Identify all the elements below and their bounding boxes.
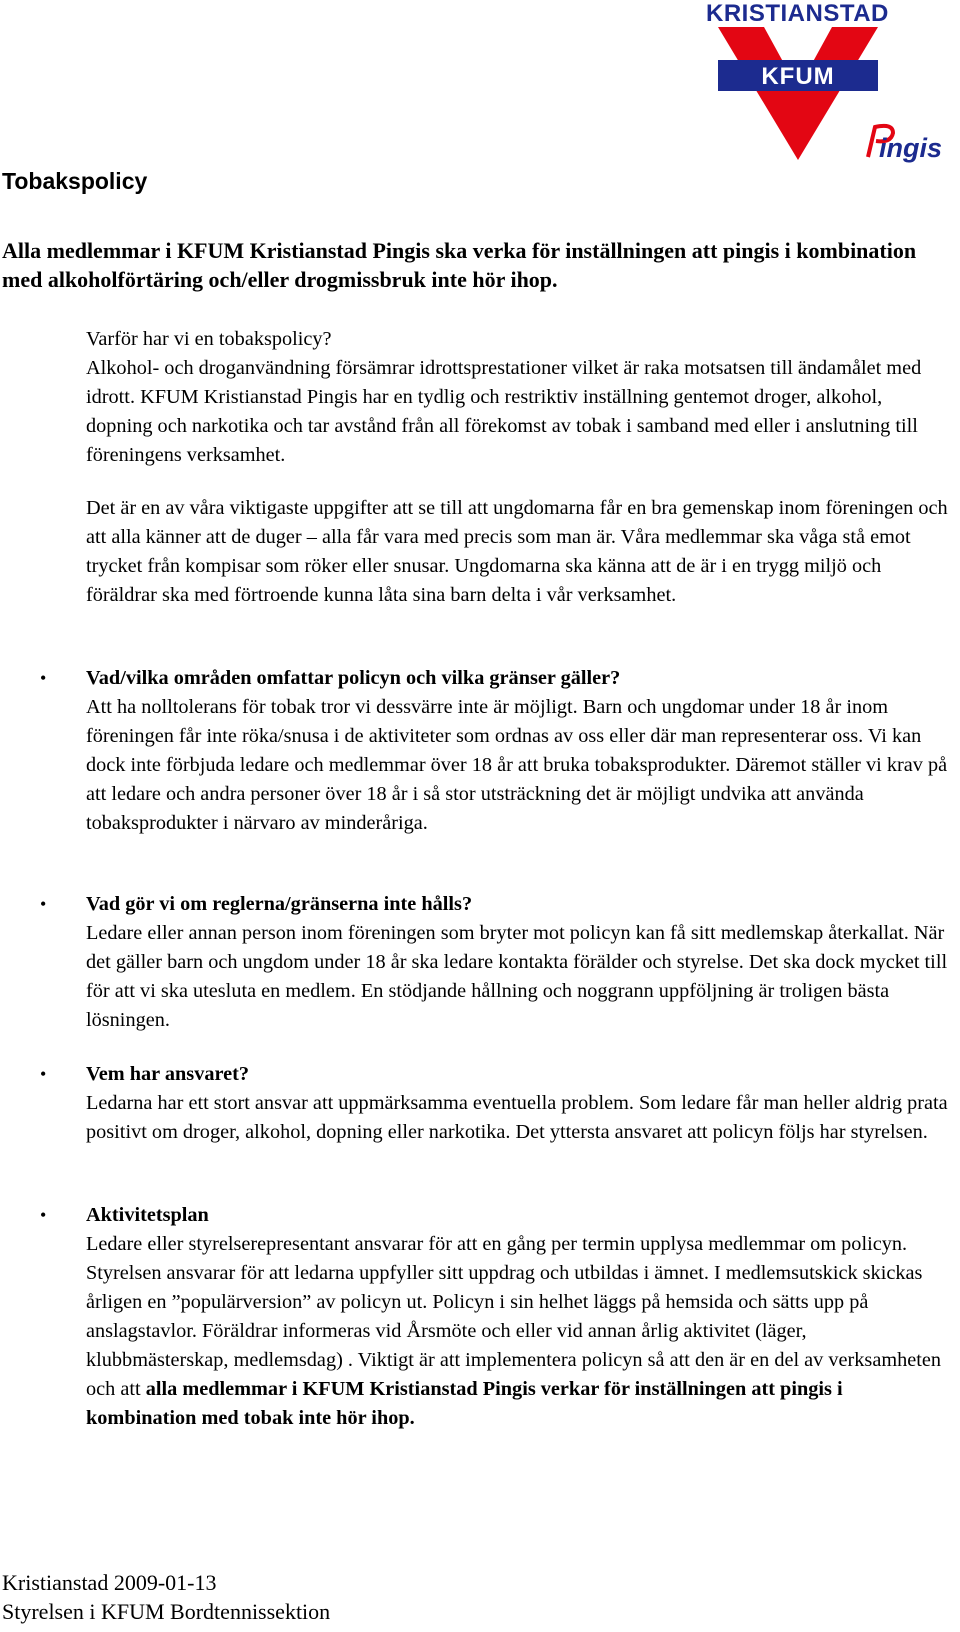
section-heading: Vad gör vi om reglerna/gränserna inte hålls? — [86, 893, 473, 915]
why-heading: Varför har vi en tobakspolicy? — [86, 328, 332, 350]
section-heading: Vem har ansvaret? — [86, 1063, 250, 1085]
section-text: Ledare eller annan person inom föreningen som bryter mot policyn kan få sitt medlemskap återkallat. När det gäller barn och ungdom under 18 år ska ledare kontakta förälder och styrelse. Det ska dock mycket till för att vi ska utesluta en medlem. En stödjande hållning och noggrann uppföljning är troligen bästa lösningen. — [86, 922, 948, 1031]
why-section — [86, 325, 952, 470]
logo-club-name: KRISTIANSTAD — [706, 0, 889, 27]
footer-place-date: Kristianstad 2009-01-13 — [2, 1570, 217, 1595]
kfum-emblem-icon — [718, 27, 878, 162]
logo-emblem-text: KFUM — [761, 63, 835, 90]
page-title: Tobakspolicy — [2, 168, 148, 194]
section-text: Att ha nolltolerans för tobak tror vi dessvärre inte är möjligt. Barn och ungdomar under 18 år inom föreningen får inte röka/snusa i de aktiviteter som ordnas av oss eller där man representerar oss. Vi kan dock inte förbjuda ledare och medlemmar över 18 år att bruka tobaksprodukter. Däremot ställer vi krav på att ledare och andra personer över 18 år i så stor utsträckning det är möjligt undvika att använda tobaksprodukter i närvaro av minderåriga. — [86, 696, 948, 834]
section-responsibility — [86, 1060, 952, 1147]
bullet-icon: • — [40, 894, 47, 914]
bullet-icon: • — [40, 1205, 47, 1225]
section-bold-conclusion: alla medlemmar i KFUM Kristianstad Pingis verkar för inställningen att pingis i kombination med tobak inte hör ihop. — [86, 1378, 843, 1429]
why-text: Alkohol- och droganvändning försämrar idrottsprestationer vilket är raka motsatsen till ändamålet med idrott. KFUM Kristianstad Pingis har en tydlig och restriktiv inställning gentemot droger, alkohol, dopning och narkotika och tar avstånd från all förekomst av tobak i samband med eller i anslutning till föreningens verksamhet. — [86, 357, 922, 466]
footer-signature: Styrelsen i KFUM Bordtennissektion — [2, 1599, 331, 1624]
section-text: Ledare eller styrelserepresentant ansvarar för att en gång per termin upplysa medlemmar om policyn. Styrelsen ansvarar för att ledarna uppfyller sitt uppdrag och utbildas i ämnet. I medlemsutskick skickas årligen en ”populärversion” av policyn ut. Policyn i sin helhet läggs på hemsida och sätts upp på anslagstavlor. Föräldrar informeras vid Årsmöte och eller vid annan årlig aktivitet (läger, klubbmästerskap, medlemsdag) . Viktigt är att implementera policyn så att den är en del av verksamheten och att — [86, 1233, 942, 1400]
intro-statement: Alla medlemmar i KFUM Kristianstad Pingis ska verka för inställningen att pingis i kombination med alkoholförtäring och/eller drogmissbruk inte hör ihop. — [2, 238, 917, 292]
section-heading: Vad/vilka områden omfattar policyn och vilka gränser gäller? — [86, 667, 621, 689]
section-violations — [86, 890, 952, 1035]
task-paragraph: Det är en av våra viktigaste uppgifter att se till att ungdomarna får en bra gemenskap inom föreningen och att alla känner att de duger – alla får vara med precis som man är. Våra medlemmar ska våga stå emot trycket från kompisar som röker eller snusar. Ungdomarna ska känna att de är i en trygg miljö och föräldrar ska med förtroende kunna låta sina barn delta i vår verksamhet. — [86, 497, 948, 606]
pingis-brand-icon — [865, 123, 957, 163]
club-logo — [700, 0, 960, 175]
section-heading: Aktivitetsplan — [86, 1204, 209, 1226]
footer — [2, 1568, 330, 1626]
section-text: Ledarna har ett stort ansvar att uppmärksamma eventuella problem. Som ledare får man heller aldrig prata positivt om droger, alkohol, dopning eller narkotika. Det yttersta ansvaret att policyn följs har styrelsen. — [86, 1092, 948, 1143]
bullet-icon: • — [40, 1064, 47, 1084]
bullet-icon: • — [40, 668, 47, 688]
section-scope — [86, 664, 952, 838]
section-action-plan — [86, 1201, 952, 1433]
logo-brand-text: ingis — [879, 133, 943, 163]
